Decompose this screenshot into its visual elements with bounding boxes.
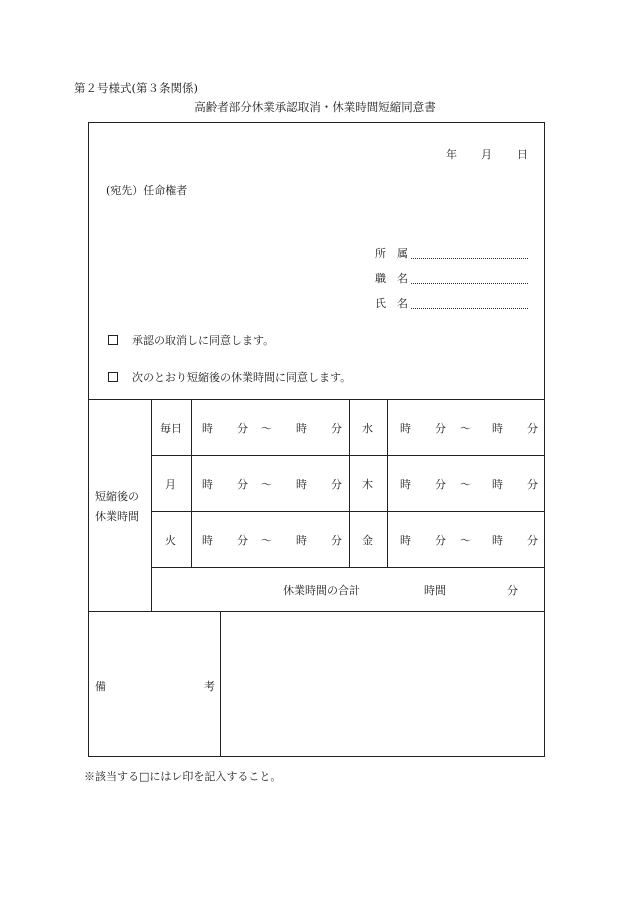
divider-schedule-top [88,399,545,400]
mon-start-hour: 時 [202,478,213,491]
fri-end-hour: 時 [492,534,503,547]
thu-start-hour: 時 [400,478,411,491]
total-hours-unit: 時間 [424,584,446,597]
total-minutes-unit: 分 [507,584,518,597]
cancel-consent-text: 承認の取消しに同意します。 [132,334,275,347]
affiliation-label: 所 属 [375,247,408,260]
divider-day-column-right [387,399,388,567]
remarks-label-left: 備 [95,680,106,693]
remarks-label-right: 考 [204,680,215,693]
thu-tilde: ～ [460,478,471,491]
mon-end-minute: 分 [331,478,342,491]
day-fri: 金 [362,534,373,547]
tue-tilde: ～ [261,534,272,547]
wed-end-hour: 時 [492,422,503,435]
date-month-label: 月 [481,148,492,161]
divider-label-column [151,399,152,611]
date-year-label: 年 [446,148,457,161]
position-label: 職 名 [375,272,408,285]
fri-start-minute: 分 [435,534,446,547]
date-day-label: 日 [517,148,528,161]
wed-tilde: ～ [460,422,471,435]
name-label: 氏 名 [375,297,408,310]
daily-tilde: ～ [261,422,272,435]
divider-day-column-left [191,399,192,567]
option-cancel [108,332,274,348]
thu-end-minute: 分 [527,478,538,491]
tue-start-minute: 分 [237,534,248,547]
day-thu: 木 [362,478,373,491]
total-label: 休業時間の合計 [283,584,360,597]
wed-start-hour: 時 [400,422,411,435]
day-mon: 月 [165,478,176,491]
divider-row-2 [151,511,545,512]
daily-end-hour: 時 [296,422,307,435]
remarks-field[interactable] [221,612,544,756]
position-field[interactable] [411,283,528,284]
thu-end-hour: 時 [492,478,503,491]
mon-end-hour: 時 [296,478,307,491]
daily-end-minute: 分 [331,422,342,435]
document-title: 高齢者部分休業承認取消・休業時間短縮同意書 [194,100,436,114]
footnote: ※該当する□にはレ印を記入すること。 [84,770,282,783]
shorten-consent-text: 次のとおり短縮後の休業時間に同意します。 [132,371,352,384]
fri-end-minute: 分 [527,534,538,547]
shorten-checkbox[interactable] [108,372,118,382]
day-wed: 水 [362,422,373,435]
tue-end-minute: 分 [331,534,342,547]
name-field[interactable] [411,308,528,309]
form-number: 第２号様式(第３条関係) [74,81,198,95]
divider-row-1 [151,455,545,456]
tue-start-hour: 時 [202,534,213,547]
mon-tilde: ～ [261,478,272,491]
schedule-label-line1: 短縮後の [95,490,139,503]
wed-end-minute: 分 [527,422,538,435]
schedule-label-line2: 休業時間 [95,510,139,523]
tue-end-hour: 時 [296,534,307,547]
addressee: (宛先）任命権者 [106,184,188,197]
affiliation-field[interactable] [411,258,528,259]
option-shorten [108,369,351,385]
fri-start-hour: 時 [400,534,411,547]
fri-tilde: ～ [460,534,471,547]
daily-start-hour: 時 [202,422,213,435]
mon-start-minute: 分 [237,478,248,491]
divider-row-3 [151,567,545,568]
day-daily: 毎日 [160,422,182,435]
wed-start-minute: 分 [435,422,446,435]
day-tue: 火 [165,534,176,547]
thu-start-minute: 分 [435,478,446,491]
daily-start-minute: 分 [237,422,248,435]
divider-middle [349,399,350,567]
cancel-checkbox[interactable] [108,335,118,345]
